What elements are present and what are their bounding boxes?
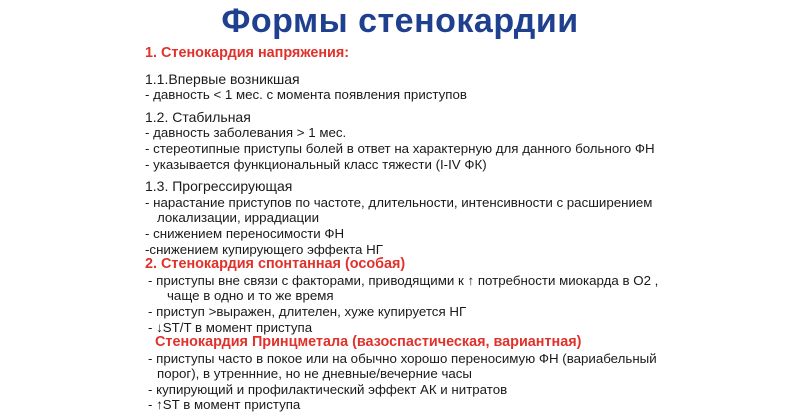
list-item: - давность < 1 мес. с момента появления приступов: [145, 87, 467, 103]
document-body: [145, 46, 785, 413]
list-item: порог), в утреннние, но не дневные/вечерние часы: [157, 366, 472, 382]
section-2-heading: 2. Стенокардия спонтанная (особая): [145, 256, 406, 273]
subsection-1-3-heading: 1.3. Прогрессирующая: [145, 178, 293, 195]
list-item: - стереотипные приступы болей в ответ на характерную для данного больного ФН: [145, 140, 655, 156]
list-item: - купирующий и профилактический эффект АК и нитратов: [148, 381, 508, 397]
prinzmetal-heading: Стенокардия Принцметала (вазоспастическая, вариантная): [155, 334, 582, 351]
list-item: - снижением переносимости ФН: [145, 225, 345, 241]
list-item: - приступ >выражен, длителен, хуже купируется НГ: [148, 303, 467, 319]
list-item: - приступы часто в покое или на обычно хорошо переносимую ФН (вариабельный: [148, 350, 657, 366]
list-item: чаще в одно и то же время: [167, 288, 334, 304]
section-1-heading: 1. Стенокардия напряжения:: [145, 45, 350, 61]
list-item: - нарастание приступов по частоте, длительности, интенсивности с расширением: [145, 194, 653, 210]
list-item: локализации, иррадиации: [157, 210, 320, 226]
list-item: -снижением купирующего эффекта НГ: [145, 241, 383, 257]
list-item: - ↑ST в момент приступа: [148, 397, 301, 413]
list-item: - давность заболевания > 1 мес.: [145, 125, 347, 141]
list-item: - ↓ST/T в момент приступа: [148, 319, 313, 335]
page-title: Формы стенокардии: [221, 2, 579, 40]
subsection-1-2-heading: 1.2. Стабильная: [145, 108, 251, 125]
list-item: - указывается функциональный класс тяжести (I-IV ФК): [145, 156, 487, 172]
subsection-1-1-heading: 1.1.Впервые возникшая: [145, 70, 300, 87]
list-item: - приступы вне связи с факторами, приводящими к ↑ потребности миокарда в О2 ,: [148, 272, 659, 288]
